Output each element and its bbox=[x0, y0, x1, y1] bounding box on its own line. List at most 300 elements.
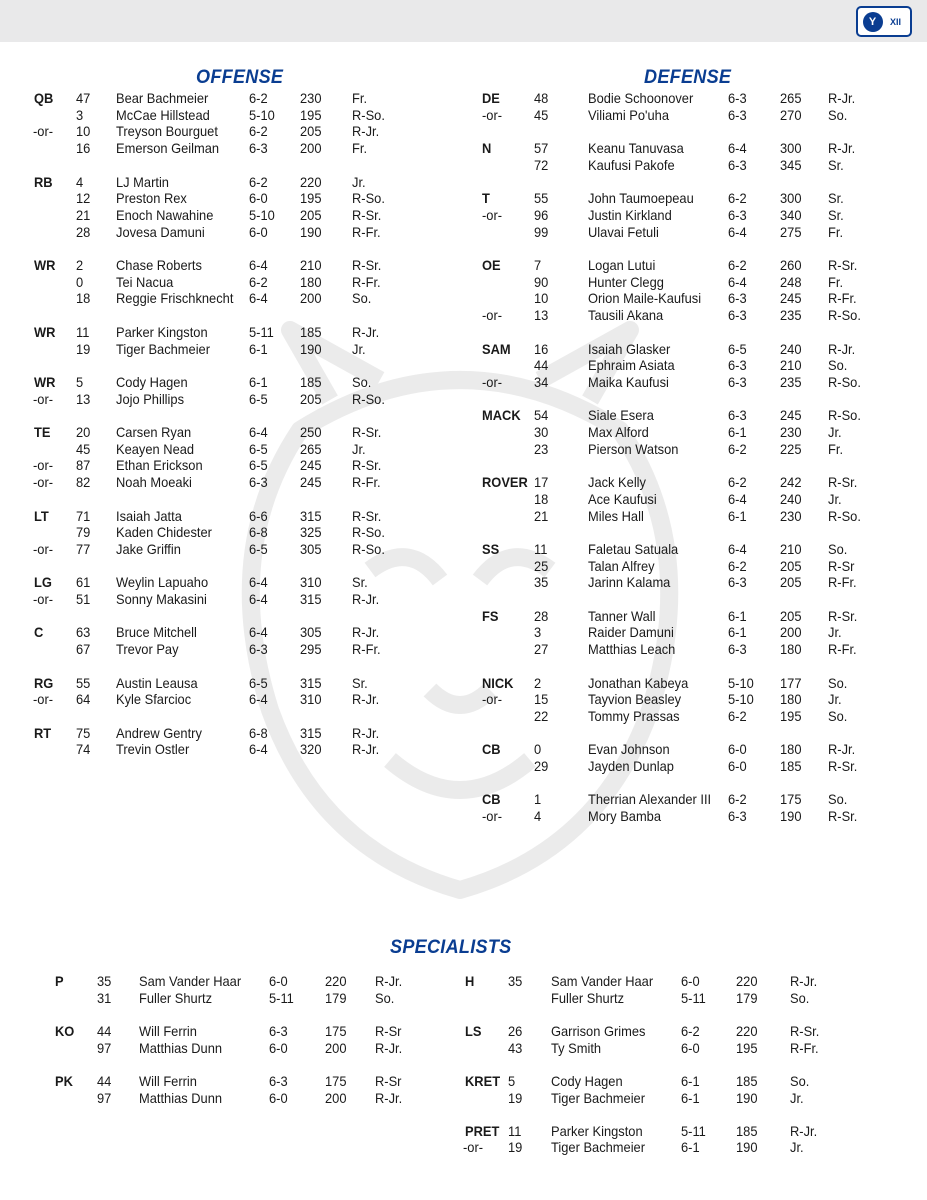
byu-big12-logo-icon bbox=[856, 6, 912, 37]
player-height: 6-2 bbox=[728, 440, 747, 457]
player-height: 6-3 bbox=[269, 1072, 288, 1089]
player-height: 6-4 bbox=[728, 540, 747, 557]
player-class: So. bbox=[828, 540, 848, 557]
player-name: Keayen Nead bbox=[116, 440, 195, 457]
player-name: Max Alford bbox=[588, 424, 649, 440]
player-class: R-Jr. bbox=[352, 724, 380, 741]
player-height: 6-4 bbox=[249, 591, 268, 607]
jersey-number: 97 bbox=[97, 1089, 112, 1106]
jersey-number: 45 bbox=[76, 440, 91, 457]
player-name: Cody Hagen bbox=[116, 373, 188, 390]
position-label: TE bbox=[34, 424, 51, 440]
player-row bbox=[482, 190, 882, 207]
jersey-number: 51 bbox=[76, 591, 91, 607]
player-height: 5-10 bbox=[728, 691, 754, 708]
player-height: 6-4 bbox=[249, 424, 268, 440]
player-height: 6-2 bbox=[249, 90, 268, 106]
player-weight: 185 bbox=[300, 373, 322, 390]
player-name: Evan Johnson bbox=[588, 741, 670, 758]
player-weight: 195 bbox=[736, 1039, 758, 1056]
player-row bbox=[34, 324, 434, 341]
player-row bbox=[482, 691, 882, 708]
player-height: 6-2 bbox=[728, 791, 747, 808]
position-label: RT bbox=[34, 724, 52, 741]
player-name: Faletau Satuala bbox=[588, 540, 679, 557]
player-row bbox=[34, 641, 434, 658]
player-row bbox=[482, 224, 882, 241]
jersey-number: 3 bbox=[534, 624, 542, 641]
player-name: Ty Smith bbox=[551, 1039, 602, 1056]
player-height: 5-10 bbox=[249, 106, 275, 123]
player-class: Sr. bbox=[352, 674, 368, 691]
position-label: H bbox=[465, 973, 475, 989]
player-class: So. bbox=[790, 989, 810, 1006]
player-class: R-Jr. bbox=[375, 1039, 403, 1056]
alternate-label: -or- bbox=[463, 1139, 484, 1156]
jersey-number: 17 bbox=[534, 474, 549, 491]
player-class: Jr. bbox=[828, 624, 842, 641]
jersey-number: 1 bbox=[534, 791, 542, 808]
position-label: C bbox=[34, 624, 44, 641]
player-class: Fr. bbox=[828, 273, 844, 290]
alternate-label: -or- bbox=[33, 591, 54, 607]
player-weight: 275 bbox=[780, 223, 802, 240]
player-name: Carsen Ryan bbox=[116, 424, 192, 440]
player-height: 6-1 bbox=[249, 373, 268, 390]
player-weight: 245 bbox=[300, 474, 322, 491]
player-weight: 205 bbox=[780, 557, 802, 574]
player-name: Bruce Mitchell bbox=[116, 624, 197, 641]
player-weight: 200 bbox=[300, 140, 322, 157]
player-class: R-Sr. bbox=[352, 424, 382, 440]
player-height: 6-4 bbox=[249, 691, 268, 708]
position-label: FS bbox=[482, 607, 499, 624]
player-class: Jr. bbox=[352, 440, 366, 457]
offense-heading: OFFENSE bbox=[196, 67, 284, 88]
player-height: 6-0 bbox=[249, 223, 268, 240]
player-height: 6-4 bbox=[249, 257, 268, 273]
jersey-number: 3 bbox=[76, 106, 84, 123]
player-class: Jr. bbox=[352, 173, 366, 190]
player-row bbox=[482, 808, 882, 825]
player-weight: 315 bbox=[300, 674, 322, 691]
jersey-number: 64 bbox=[76, 691, 91, 708]
player-weight: 315 bbox=[300, 724, 322, 741]
player-name: Jovesa Damuni bbox=[116, 223, 205, 240]
player-class: R-So. bbox=[352, 106, 385, 123]
player-class: R-So. bbox=[828, 307, 861, 324]
player-name: Jarinn Kalama bbox=[588, 574, 671, 591]
jersey-number: 28 bbox=[534, 607, 549, 624]
player-name: Sam Vander Haar bbox=[551, 973, 654, 989]
defense-heading: DEFENSE bbox=[644, 67, 732, 88]
position-label: OE bbox=[482, 257, 501, 273]
player-name: Sam Vander Haar bbox=[139, 973, 242, 989]
player-class: R-Jr. bbox=[828, 340, 856, 357]
jersey-number: 30 bbox=[534, 424, 549, 440]
jersey-number: 87 bbox=[76, 457, 91, 474]
player-weight: 295 bbox=[300, 641, 322, 658]
player-class: R-Sr. bbox=[790, 1022, 820, 1039]
player-weight: 205 bbox=[780, 574, 802, 591]
player-height: 6-8 bbox=[249, 724, 268, 741]
player-height: 6-2 bbox=[728, 557, 747, 574]
player-name: Bodie Schoonover bbox=[588, 90, 694, 106]
player-row bbox=[482, 407, 882, 424]
player-weight: 320 bbox=[300, 741, 322, 758]
player-name: Tanner Wall bbox=[588, 607, 656, 624]
jersey-number: 44 bbox=[534, 357, 549, 374]
alternate-label: -or- bbox=[482, 307, 503, 324]
jersey-number: 77 bbox=[76, 540, 91, 557]
player-weight: 175 bbox=[780, 791, 802, 808]
player-row bbox=[482, 758, 882, 775]
player-weight: 265 bbox=[300, 440, 322, 457]
jersey-number: 72 bbox=[534, 156, 549, 173]
player-weight: 205 bbox=[300, 390, 322, 407]
position-label: SAM bbox=[482, 340, 511, 357]
player-name: Weylin Lapuaho bbox=[116, 574, 209, 591]
jersey-number: 7 bbox=[534, 257, 542, 273]
jersey-number: 0 bbox=[534, 741, 542, 758]
player-name: Ethan Erickson bbox=[116, 457, 203, 474]
jersey-number: 43 bbox=[508, 1039, 523, 1056]
player-weight: 325 bbox=[300, 524, 322, 541]
player-class: R-Jr. bbox=[375, 973, 403, 989]
player-height: 6-5 bbox=[249, 390, 268, 407]
alternate-label: -or- bbox=[482, 206, 503, 223]
player-name: Will Ferrin bbox=[139, 1072, 197, 1089]
player-row bbox=[34, 140, 434, 157]
player-class: R-Sr. bbox=[352, 257, 382, 273]
player-weight: 230 bbox=[300, 90, 322, 106]
player-class: R-So. bbox=[828, 373, 861, 390]
jersey-number: 13 bbox=[76, 390, 91, 407]
player-row bbox=[482, 574, 882, 591]
player-class: Jr. bbox=[352, 340, 366, 357]
position-label: QB bbox=[34, 90, 54, 106]
player-weight: 245 bbox=[780, 290, 802, 307]
player-row bbox=[34, 224, 434, 241]
player-height: 6-2 bbox=[728, 257, 747, 273]
player-weight: 190 bbox=[300, 340, 322, 357]
player-weight: 270 bbox=[780, 106, 802, 123]
player-height: 6-1 bbox=[728, 507, 747, 524]
player-class: R-So. bbox=[828, 407, 861, 424]
player-class: Fr. bbox=[352, 140, 368, 157]
player-name: Tei Nacua bbox=[116, 273, 174, 290]
player-row bbox=[465, 1123, 865, 1140]
big12-logo-icon: XII bbox=[889, 16, 901, 27]
player-weight: 248 bbox=[780, 273, 802, 290]
player-weight: 305 bbox=[300, 540, 322, 557]
player-height: 5-11 bbox=[249, 323, 274, 340]
player-row bbox=[482, 290, 882, 307]
player-weight: 185 bbox=[780, 758, 802, 774]
position-label: SS bbox=[482, 540, 500, 557]
player-weight: 195 bbox=[300, 106, 322, 123]
player-row bbox=[34, 591, 434, 608]
player-class: Fr. bbox=[828, 223, 844, 240]
player-name: Talan Alfrey bbox=[588, 557, 655, 574]
position-label: WR bbox=[34, 323, 56, 340]
player-weight: 190 bbox=[736, 1089, 758, 1106]
player-row bbox=[34, 90, 434, 107]
jersey-number: 5 bbox=[76, 373, 84, 390]
player-class: Jr. bbox=[828, 490, 842, 507]
player-height: 6-4 bbox=[249, 624, 268, 641]
player-weight: 300 bbox=[780, 190, 802, 207]
jersey-number: 19 bbox=[76, 340, 91, 357]
position-label: WR bbox=[34, 373, 56, 390]
player-weight: 190 bbox=[736, 1139, 758, 1156]
jersey-number: 16 bbox=[534, 340, 549, 357]
player-row bbox=[55, 1040, 455, 1057]
jersey-number: 2 bbox=[76, 257, 84, 273]
player-name: Andrew Gentry bbox=[116, 724, 202, 741]
player-name: Tiger Bachmeier bbox=[551, 1089, 646, 1106]
player-row bbox=[55, 973, 455, 990]
player-row bbox=[34, 107, 434, 124]
player-row bbox=[34, 474, 434, 491]
player-weight: 230 bbox=[780, 424, 802, 440]
player-class: R-Jr. bbox=[828, 90, 856, 106]
player-name: Viliami Po'uha bbox=[588, 106, 669, 123]
player-class: R-Sr bbox=[375, 1072, 402, 1089]
player-height: 5-11 bbox=[681, 989, 706, 1006]
player-class: So. bbox=[828, 707, 848, 724]
player-weight: 265 bbox=[780, 90, 802, 106]
jersey-number: 71 bbox=[76, 507, 91, 524]
player-class: So. bbox=[790, 1072, 810, 1089]
player-class: Jr. bbox=[828, 424, 842, 440]
alternate-label: -or- bbox=[33, 123, 54, 140]
player-name: Hunter Clegg bbox=[588, 273, 664, 290]
player-height: 6-1 bbox=[681, 1089, 700, 1106]
jersey-number: 11 bbox=[76, 323, 90, 340]
position-label: LS bbox=[465, 1022, 482, 1039]
player-row bbox=[34, 424, 434, 441]
player-name: Isaiah Jatta bbox=[116, 507, 182, 524]
player-name: Trevor Pay bbox=[116, 641, 179, 658]
top-bar bbox=[0, 0, 927, 42]
player-row bbox=[482, 741, 882, 758]
player-row bbox=[482, 675, 882, 692]
player-height: 6-5 bbox=[249, 674, 268, 691]
position-label: KRET bbox=[465, 1072, 501, 1089]
player-class: R-Fr. bbox=[790, 1039, 819, 1056]
player-name: Tausili Akana bbox=[588, 307, 664, 324]
player-class: So. bbox=[828, 791, 848, 808]
player-name: Austin Leausa bbox=[116, 674, 198, 691]
player-class: R-Sr. bbox=[828, 758, 858, 774]
player-weight: 235 bbox=[780, 373, 802, 390]
jersey-number: 57 bbox=[534, 140, 549, 157]
jersey-number: 25 bbox=[534, 557, 549, 574]
player-height: 6-3 bbox=[269, 1022, 288, 1039]
player-row bbox=[482, 508, 882, 525]
jersey-number: 67 bbox=[76, 641, 91, 658]
player-row bbox=[34, 725, 434, 742]
player-name: Miles Hall bbox=[588, 507, 644, 524]
jersey-number: 45 bbox=[534, 106, 549, 123]
player-name: Bear Bachmeier bbox=[116, 90, 209, 106]
player-class: R-Sr bbox=[828, 557, 855, 574]
player-class: R-So. bbox=[352, 524, 385, 541]
player-row bbox=[34, 691, 434, 708]
player-class: R-Fr. bbox=[352, 641, 381, 658]
player-class: R-Fr. bbox=[352, 223, 381, 240]
jersey-number: 20 bbox=[76, 424, 91, 440]
jersey-number: 22 bbox=[534, 707, 549, 724]
player-height: 6-0 bbox=[269, 1039, 288, 1056]
byu-y-logo-icon: Y bbox=[863, 12, 883, 32]
player-weight: 210 bbox=[780, 540, 802, 557]
player-row bbox=[34, 508, 434, 525]
position-label: WR bbox=[34, 257, 56, 273]
player-row bbox=[34, 624, 434, 641]
player-weight: 240 bbox=[780, 340, 802, 357]
player-name: Parker Kingston bbox=[116, 323, 208, 340]
player-height: 6-4 bbox=[249, 741, 268, 758]
player-row bbox=[465, 1073, 865, 1090]
player-row bbox=[482, 624, 882, 641]
player-height: 6-4 bbox=[249, 574, 268, 591]
jersey-number: 35 bbox=[508, 973, 523, 989]
player-weight: 190 bbox=[300, 223, 322, 240]
jersey-number: 23 bbox=[534, 440, 549, 457]
position-label: T bbox=[482, 190, 490, 207]
player-row bbox=[34, 675, 434, 692]
player-class: Jr. bbox=[828, 691, 842, 708]
player-weight: 300 bbox=[780, 140, 802, 157]
player-weight: 195 bbox=[780, 707, 802, 724]
player-row bbox=[55, 1090, 455, 1107]
player-class: Sr. bbox=[828, 190, 844, 207]
player-class: Sr. bbox=[828, 206, 844, 223]
player-height: 6-0 bbox=[249, 190, 268, 207]
jersey-number: 26 bbox=[508, 1022, 523, 1039]
player-name: Parker Kingston bbox=[551, 1122, 643, 1139]
jersey-number: 48 bbox=[534, 90, 549, 106]
player-row bbox=[55, 1023, 455, 1040]
player-height: 5-11 bbox=[681, 1122, 706, 1139]
jersey-number: 13 bbox=[534, 307, 549, 324]
player-height: 6-8 bbox=[249, 524, 268, 541]
player-class: So. bbox=[375, 989, 395, 1006]
player-height: 6-1 bbox=[728, 607, 747, 624]
player-class: So. bbox=[828, 106, 848, 123]
player-class: Sr. bbox=[352, 574, 368, 591]
player-class: R-Fr. bbox=[828, 574, 857, 591]
jersey-number: 16 bbox=[76, 140, 91, 157]
jersey-number: 0 bbox=[76, 273, 84, 290]
player-row bbox=[465, 1139, 865, 1156]
player-name: Emerson Geilman bbox=[116, 140, 220, 157]
player-weight: 200 bbox=[780, 624, 802, 641]
player-name: Will Ferrin bbox=[139, 1022, 197, 1039]
player-row bbox=[482, 357, 882, 374]
player-weight: 245 bbox=[300, 457, 322, 474]
player-weight: 250 bbox=[300, 424, 322, 440]
player-row bbox=[55, 1073, 455, 1090]
player-height: 6-4 bbox=[728, 223, 747, 240]
player-name: Isaiah Glasker bbox=[588, 340, 671, 357]
player-weight: 180 bbox=[780, 691, 802, 708]
player-weight: 305 bbox=[300, 624, 322, 641]
player-row bbox=[34, 541, 434, 558]
player-class: R-Sr bbox=[375, 1022, 402, 1039]
player-name: Jake Griffin bbox=[116, 540, 181, 557]
player-row bbox=[34, 391, 434, 408]
player-class: So. bbox=[828, 674, 848, 691]
player-name: Enoch Nawahine bbox=[116, 206, 214, 223]
player-name: Kyle Sfarcioc bbox=[116, 691, 192, 708]
player-class: So. bbox=[828, 357, 848, 374]
player-row bbox=[482, 107, 882, 124]
position-label: N bbox=[482, 140, 492, 157]
player-height: 6-0 bbox=[728, 758, 747, 774]
jersey-number: 27 bbox=[534, 641, 549, 658]
jersey-number: 35 bbox=[534, 574, 549, 591]
player-weight: 242 bbox=[780, 474, 802, 491]
player-name: Keanu Tanuvasa bbox=[588, 140, 684, 157]
player-row bbox=[482, 374, 882, 391]
jersey-number: 97 bbox=[97, 1039, 112, 1056]
player-name: John Taumoepeau bbox=[588, 190, 694, 207]
player-name: Jojo Phillips bbox=[116, 390, 185, 407]
player-row bbox=[482, 541, 882, 558]
player-height: 6-3 bbox=[728, 574, 747, 591]
player-row bbox=[482, 307, 882, 324]
player-class: R-Jr. bbox=[352, 123, 380, 140]
player-class: R-Jr. bbox=[790, 1122, 818, 1139]
player-weight: 205 bbox=[300, 123, 322, 140]
player-height: 6-5 bbox=[728, 340, 747, 357]
player-height: 6-2 bbox=[728, 474, 747, 491]
position-label: P bbox=[55, 973, 64, 989]
player-weight: 310 bbox=[300, 691, 322, 708]
jersey-number: 63 bbox=[76, 624, 91, 641]
player-height: 6-2 bbox=[249, 123, 268, 140]
player-weight: 185 bbox=[736, 1072, 758, 1089]
player-height: 6-4 bbox=[728, 140, 747, 157]
jersey-number: 15 bbox=[534, 691, 549, 708]
player-row bbox=[34, 190, 434, 207]
player-row bbox=[34, 174, 434, 191]
alternate-label: -or- bbox=[33, 540, 54, 557]
jersey-number: 61 bbox=[76, 574, 91, 591]
player-height: 6-3 bbox=[728, 808, 747, 825]
player-height: 6-0 bbox=[681, 1039, 700, 1056]
player-class: R-Jr. bbox=[352, 691, 380, 708]
position-label: RG bbox=[34, 674, 54, 691]
player-weight: 220 bbox=[736, 973, 758, 989]
specialists-heading: SPECIALISTS bbox=[390, 937, 512, 958]
jersey-number: 55 bbox=[534, 190, 549, 207]
position-label: LG bbox=[34, 574, 52, 591]
player-height: 6-4 bbox=[249, 290, 268, 307]
player-weight: 235 bbox=[780, 307, 802, 324]
jersey-number: 82 bbox=[76, 474, 91, 491]
jersey-number: 29 bbox=[534, 758, 549, 774]
player-class: R-So. bbox=[352, 190, 385, 207]
player-class: R-Fr. bbox=[352, 273, 381, 290]
player-weight: 245 bbox=[780, 407, 802, 424]
position-label: KO bbox=[55, 1022, 75, 1039]
player-class: R-Jr. bbox=[352, 624, 380, 641]
player-name: Cody Hagen bbox=[551, 1072, 623, 1089]
